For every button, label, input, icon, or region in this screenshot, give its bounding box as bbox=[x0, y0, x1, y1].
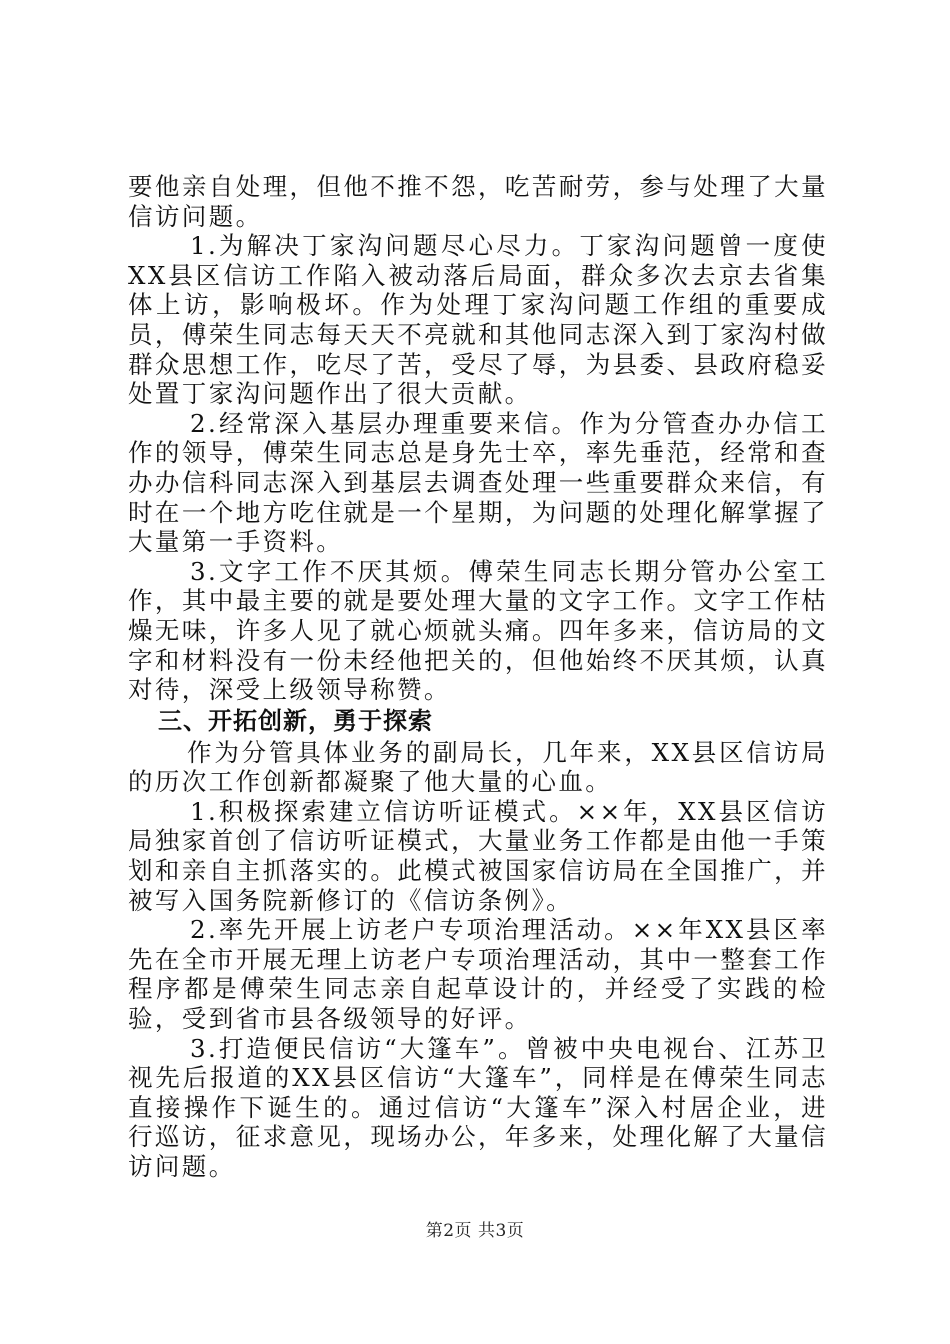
paragraph-section-intro: 作为分管具体业务的副局长，几年来，XX县区信访局的历次工作创新都凝聚了他大量的心血。 bbox=[128, 737, 828, 797]
section-heading-three: 三、开拓创新，勇于探索 bbox=[158, 706, 433, 735]
paragraph-item-1-hearing: 1.积极探索建立信访听证模式。××年，XX县区信访局独家首创了信访听证模式，大量业务工作都是由他一手策划和亲自主抓落实的。此模式被国家信访局在全国推广，并被写入国务院新修订的《信访条例》。 bbox=[128, 796, 828, 915]
paragraph-item-1-dingjiagou: 1.为解决丁家沟问题尽心尽力。丁家沟问题曾一度使XX县区信访工作陷入被动落后局面，群众多次去京去省集体上访，影响极坏。作为处理丁家沟问题工作组的重要成员，傅荣生同志每天天不亮就和其他同志深入到丁家沟村做群众思想工作，吃尽了苦，受尽了辱，为县委、县政府稳妥处置丁家沟问题作出了很大贡献。 bbox=[128, 231, 828, 409]
paragraph-continuation: 要他亲自处理，但他不推不怨，吃苦耐劳，参与处理了大量信访问题。 bbox=[128, 172, 828, 231]
paragraph-item-3-writing: 3.文字工作不厌其烦。傅荣生同志长期分管办公室工作，其中最主要的就是要处理大量的文字工作。文字工作枯燥无味，许多人见了就心烦就头痛。四年多来，信访局的文字和材料没有一份未经他把关的，但他始终不厌其烦，认真对待，深受上级领导称赞。 bbox=[128, 556, 828, 705]
page-footer: 第2页 共3页 bbox=[425, 1221, 525, 1241]
document-body bbox=[128, 172, 828, 1182]
paragraph-item-3-caravan: 3.打造便民信访“大篷车”。曾被中央电视台、江苏卫视先后报道的XX县区信访“大篷车”，同样是在傅荣生同志直接操作下诞生的。通过信访“大篷车”深入村居企业，进行巡访，征求意见，现场办公，年多来，处理化解了大量信访问题。 bbox=[128, 1033, 828, 1181]
paragraph-item-2-letters: 2.经常深入基层办理重要来信。作为分管查办办信工作的领导，傅荣生同志总是身先士卒，率先垂范，经常和查办办信科同志深入到基层去调查处理一些重要群众来信，有时在一个地方吃住就是一个星期，为问题的处理化解掌握了大量第一手资料。 bbox=[128, 408, 828, 557]
paragraph-item-2-governance: 2.率先开展上访老户专项治理活动。××年XX县区率先在全市开展无理上访老户专项治理活动，其中一整套工作程序都是傅荣生同志亲自起草设计的，并经受了实践的检验，受到省市县各级领导的好评。 bbox=[128, 915, 828, 1034]
